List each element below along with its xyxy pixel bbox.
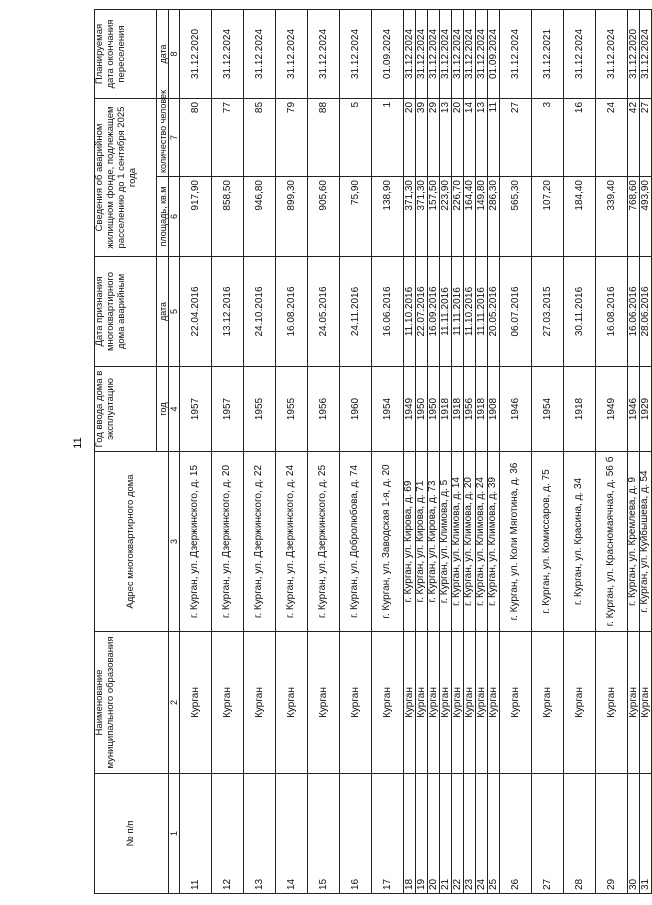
cell-address: г. Курган, ул. Комиссаров, д. 75 <box>532 452 564 632</box>
header-municipality: Наименование муниципального образования <box>95 632 169 774</box>
cell-area: 75,90 <box>340 177 372 257</box>
cell-municipality: Курган <box>640 632 652 774</box>
cell-people: 80 <box>180 98 212 176</box>
cell-year: 1957 <box>212 367 244 452</box>
cell-year: 1956 <box>308 367 340 452</box>
cell-address: г. Курган, ул. Климова, д. 20 <box>464 452 476 632</box>
col-number: 3 <box>169 452 180 632</box>
cell-area: 138,90 <box>372 177 404 257</box>
table-row <box>428 9 440 893</box>
cell-municipality: Курган <box>476 632 488 774</box>
cell-year: 1929 <box>640 367 652 452</box>
cell-municipality: Курган <box>500 632 532 774</box>
cell-address: г. Курган, ул. Красномаячная, д. 56 б <box>596 452 628 632</box>
table-row <box>404 9 416 893</box>
cell-municipality: Курган <box>532 632 564 774</box>
cell-area: 149,80 <box>476 177 488 257</box>
table-row <box>440 9 452 893</box>
cell-area: 899,30 <box>276 177 308 257</box>
cell-people: 11 <box>488 98 500 176</box>
table-row <box>416 9 428 893</box>
table-row <box>308 9 340 893</box>
cell-year: 1960 <box>340 367 372 452</box>
subheader-date: дата <box>157 257 169 367</box>
cell-year: 1955 <box>276 367 308 452</box>
cell-num: 26 <box>500 774 532 894</box>
cell-planned-date: 31.12.2024 <box>500 9 532 98</box>
cell-num: 28 <box>564 774 596 894</box>
cell-municipality: Курган <box>340 632 372 774</box>
cell-people: 13 <box>476 98 488 176</box>
cell-recognition-date: 20.05.2016 <box>488 257 500 367</box>
cell-people: 85 <box>244 98 276 176</box>
cell-year: 1957 <box>180 367 212 452</box>
cell-recognition-date: 24.05.2016 <box>308 257 340 367</box>
cell-planned-date: 31.12.2024 <box>428 9 440 98</box>
subheader-area: площадь, кв.м <box>157 177 169 257</box>
cell-planned-date: 31.12.2020 <box>180 9 212 98</box>
cell-recognition-date: 11.11.2016 <box>452 257 464 367</box>
col-number: 7 <box>169 98 180 176</box>
subheader-plan-date: дата <box>157 9 169 98</box>
cell-num: 15 <box>308 774 340 894</box>
cell-year: 1950 <box>416 367 428 452</box>
cell-num: 17 <box>372 774 404 894</box>
cell-area: 184,40 <box>564 177 596 257</box>
cell-people: 14 <box>464 98 476 176</box>
cell-address: г. Курган, ул. Климова, д. 14 <box>452 452 464 632</box>
cell-num: 18 <box>404 774 416 894</box>
cell-recognition-date: 11.10.2016 <box>464 257 476 367</box>
cell-num: 20 <box>428 774 440 894</box>
cell-num: 16 <box>340 774 372 894</box>
cell-people: 1 <box>372 98 404 176</box>
cell-planned-date: 31.12.2024 <box>452 9 464 98</box>
cell-people: 20 <box>404 98 416 176</box>
col-number: 5 <box>169 257 180 367</box>
cell-recognition-date: 22.07.2016 <box>416 257 428 367</box>
cell-municipality: Курган <box>212 632 244 774</box>
cell-planned-date: 31.12.2024 <box>244 9 276 98</box>
cell-planned-date: 31.12.2024 <box>340 9 372 98</box>
cell-address: г. Курган, ул. Добролюбова, д. 74 <box>340 452 372 632</box>
table-body <box>180 9 652 893</box>
cell-planned-date: 31.12.2024 <box>440 9 452 98</box>
cell-municipality: Курган <box>416 632 428 774</box>
cell-recognition-date: 06.07.2016 <box>500 257 532 367</box>
cell-people: 42 <box>628 98 640 176</box>
cell-planned-date: 31.12.2024 <box>416 9 428 98</box>
cell-municipality: Курган <box>308 632 340 774</box>
cell-planned-date: 31.12.2024 <box>640 9 652 98</box>
cell-area: 157,50 <box>428 177 440 257</box>
cell-recognition-date: 16.08.2016 <box>276 257 308 367</box>
table-row <box>564 9 596 893</box>
rotated-table-wrapper <box>94 10 651 894</box>
table-row <box>596 9 628 893</box>
cell-area: 946,80 <box>244 177 276 257</box>
cell-people: 77 <box>212 98 244 176</box>
table-row <box>180 9 212 893</box>
table-row <box>244 9 276 893</box>
table-row <box>340 9 372 893</box>
cell-num: 22 <box>452 774 464 894</box>
cell-area: 768,60 <box>628 177 640 257</box>
header-housing-info: Сведения об аварийном жилищном фонде, подлежащем расселению до 1 сентября 2025 года <box>95 98 157 256</box>
cell-planned-date: 01.09.2024 <box>372 9 404 98</box>
cell-recognition-date: 24.11.2016 <box>340 257 372 367</box>
col-number: 1 <box>169 774 180 894</box>
cell-area: 164,40 <box>464 177 476 257</box>
cell-address: г. Курган, ул. Климова, д. 5 <box>440 452 452 632</box>
cell-area: 371,30 <box>416 177 428 257</box>
cell-planned-date: 31.12.2024 <box>564 9 596 98</box>
cell-recognition-date: 16.06.2016 <box>628 257 640 367</box>
cell-year: 1946 <box>628 367 640 452</box>
cell-people: 20 <box>452 98 464 176</box>
cell-municipality: Курган <box>404 632 416 774</box>
table-row <box>532 9 564 893</box>
subheader-people: количество человек <box>157 98 169 176</box>
cell-planned-date: 31.12.2020 <box>628 9 640 98</box>
cell-planned-date: 31.12.2024 <box>404 9 416 98</box>
cell-municipality: Курган <box>372 632 404 774</box>
cell-recognition-date: 11.11.2016 <box>440 257 452 367</box>
cell-area: 226,70 <box>452 177 464 257</box>
cell-address: г. Курган, ул. Куйбышева, д. 54 <box>640 452 652 632</box>
cell-num: 13 <box>244 774 276 894</box>
cell-municipality: Курган <box>464 632 476 774</box>
cell-people: 29 <box>428 98 440 176</box>
cell-area: 286,30 <box>488 177 500 257</box>
cell-municipality: Курган <box>452 632 464 774</box>
cell-num: 31 <box>640 774 652 894</box>
cell-area: 223,90 <box>440 177 452 257</box>
cell-area: 917,90 <box>180 177 212 257</box>
cell-planned-date: 31.12.2024 <box>596 9 628 98</box>
cell-people: 27 <box>500 98 532 176</box>
cell-recognition-date: 22.04.2016 <box>180 257 212 367</box>
cell-year: 1918 <box>452 367 464 452</box>
table-row <box>464 9 476 893</box>
cell-address: г. Курган, ул. Кирова, д. 69 <box>404 452 416 632</box>
cell-address: г. Курган, ул. Дзержинского, д. 22 <box>244 452 276 632</box>
cell-num: 30 <box>628 774 640 894</box>
cell-address: г. Курган, ул. Кирова, д. 71 <box>416 452 428 632</box>
cell-recognition-date: 11.11.2016 <box>476 257 488 367</box>
cell-area: 565,30 <box>500 177 532 257</box>
cell-municipality: Курган <box>180 632 212 774</box>
cell-recognition-date: 24.10.2016 <box>244 257 276 367</box>
cell-planned-date: 31.12.2024 <box>464 9 476 98</box>
cell-municipality: Курган <box>276 632 308 774</box>
table-row <box>372 9 404 893</box>
cell-planned-date: 31.12.2024 <box>308 9 340 98</box>
table-row <box>276 9 308 893</box>
cell-recognition-date: 16.06.2016 <box>372 257 404 367</box>
cell-year: 1946 <box>500 367 532 452</box>
cell-recognition-date: 27.03.2015 <box>532 257 564 367</box>
cell-num: 29 <box>596 774 628 894</box>
cell-year: 1954 <box>532 367 564 452</box>
cell-people: 88 <box>308 98 340 176</box>
cell-municipality: Курган <box>428 632 440 774</box>
cell-recognition-date: 30.11.2016 <box>564 257 596 367</box>
cell-recognition-date: 28.06.2016 <box>640 257 652 367</box>
header-address: Адрес многоквартирного дома <box>95 452 169 632</box>
col-number: 6 <box>169 177 180 257</box>
cell-num: 23 <box>464 774 476 894</box>
cell-year: 1949 <box>404 367 416 452</box>
cell-municipality: Курган <box>564 632 596 774</box>
cell-num: 25 <box>488 774 500 894</box>
cell-num: 11 <box>180 774 212 894</box>
cell-people: 16 <box>564 98 596 176</box>
cell-area: 107,20 <box>532 177 564 257</box>
cell-year: 1956 <box>464 367 476 452</box>
cell-municipality: Курган <box>440 632 452 774</box>
cell-municipality: Курган <box>596 632 628 774</box>
cell-address: г. Курган, ул. Дзержинского, д. 20 <box>212 452 244 632</box>
cell-planned-date: 01.09.2024 <box>488 9 500 98</box>
cell-recognition-date: 16.09.2016 <box>428 257 440 367</box>
cell-people: 79 <box>276 98 308 176</box>
cell-address: г. Курган, ул. Дзержинского, д. 15 <box>180 452 212 632</box>
header-recognition: Дата признания многоквартирного дома аварийным <box>95 257 157 367</box>
cell-num: 24 <box>476 774 488 894</box>
cell-num: 19 <box>416 774 428 894</box>
cell-year: 1918 <box>564 367 596 452</box>
cell-num: 27 <box>532 774 564 894</box>
table-row <box>500 9 532 893</box>
header-planned-date: Планируемая дата окончания переселения <box>95 9 157 98</box>
cell-year: 1908 <box>488 367 500 452</box>
table-row <box>452 9 464 893</box>
subheader-year: год <box>157 367 169 452</box>
cell-address: г. Курган, ул. Дзержинского, д. 24 <box>276 452 308 632</box>
cell-address: г. Курган, ул. Кирова, д. 73 <box>428 452 440 632</box>
cell-municipality: Курган <box>628 632 640 774</box>
cell-municipality: Курган <box>488 632 500 774</box>
cell-year: 1954 <box>372 367 404 452</box>
table-row <box>628 9 640 893</box>
cell-municipality: Курган <box>244 632 276 774</box>
cell-area: 858,50 <box>212 177 244 257</box>
cell-people: 39 <box>416 98 428 176</box>
cell-address: г. Курган, ул. Кремлева, д. 9 <box>628 452 640 632</box>
cell-address: г. Курган, ул. Красина, д. 34 <box>564 452 596 632</box>
table-row <box>212 9 244 893</box>
cell-area: 339,40 <box>596 177 628 257</box>
cell-address: г. Курган, ул. Климова, д. 39 <box>488 452 500 632</box>
cell-people: 24 <box>596 98 628 176</box>
cell-planned-date: 31.12.2021 <box>532 9 564 98</box>
table-row <box>476 9 488 893</box>
cell-address: г. Курган, ул. Климова, д. 24 <box>476 452 488 632</box>
cell-area: 371,30 <box>404 177 416 257</box>
header-year: Год ввода дома в эксплуатацию <box>95 367 157 452</box>
cell-area: 493,90 <box>640 177 652 257</box>
cell-address: г. Курган, ул. Коли Мяготина, д. 36 <box>500 452 532 632</box>
cell-num: 14 <box>276 774 308 894</box>
cell-people: 13 <box>440 98 452 176</box>
cell-year: 1955 <box>244 367 276 452</box>
cell-recognition-date: 11.10.2016 <box>404 257 416 367</box>
table-row <box>640 9 652 893</box>
header-num: № п/п <box>95 774 169 894</box>
cell-people: 5 <box>340 98 372 176</box>
cell-people: 3 <box>532 98 564 176</box>
emergency-housing-table <box>94 9 652 894</box>
cell-address: г. Курган, ул. Заводская 1-я, д. 20 <box>372 452 404 632</box>
page-number: 11 <box>72 437 84 449</box>
cell-planned-date: 31.12.2024 <box>276 9 308 98</box>
cell-people: 27 <box>640 98 652 176</box>
cell-num: 21 <box>440 774 452 894</box>
cell-planned-date: 31.12.2024 <box>212 9 244 98</box>
cell-recognition-date: 13.12.2016 <box>212 257 244 367</box>
cell-year: 1918 <box>440 367 452 452</box>
col-number: 4 <box>169 367 180 452</box>
cell-planned-date: 31.12.2024 <box>476 9 488 98</box>
table-row <box>488 9 500 893</box>
col-number: 8 <box>169 9 180 98</box>
cell-num: 12 <box>212 774 244 894</box>
cell-year: 1950 <box>428 367 440 452</box>
cell-address: г. Курган, ул. Дзержинского, д. 25 <box>308 452 340 632</box>
cell-recognition-date: 16.08.2016 <box>596 257 628 367</box>
cell-area: 905,60 <box>308 177 340 257</box>
cell-year: 1918 <box>476 367 488 452</box>
col-number: 2 <box>169 632 180 774</box>
cell-year: 1949 <box>596 367 628 452</box>
